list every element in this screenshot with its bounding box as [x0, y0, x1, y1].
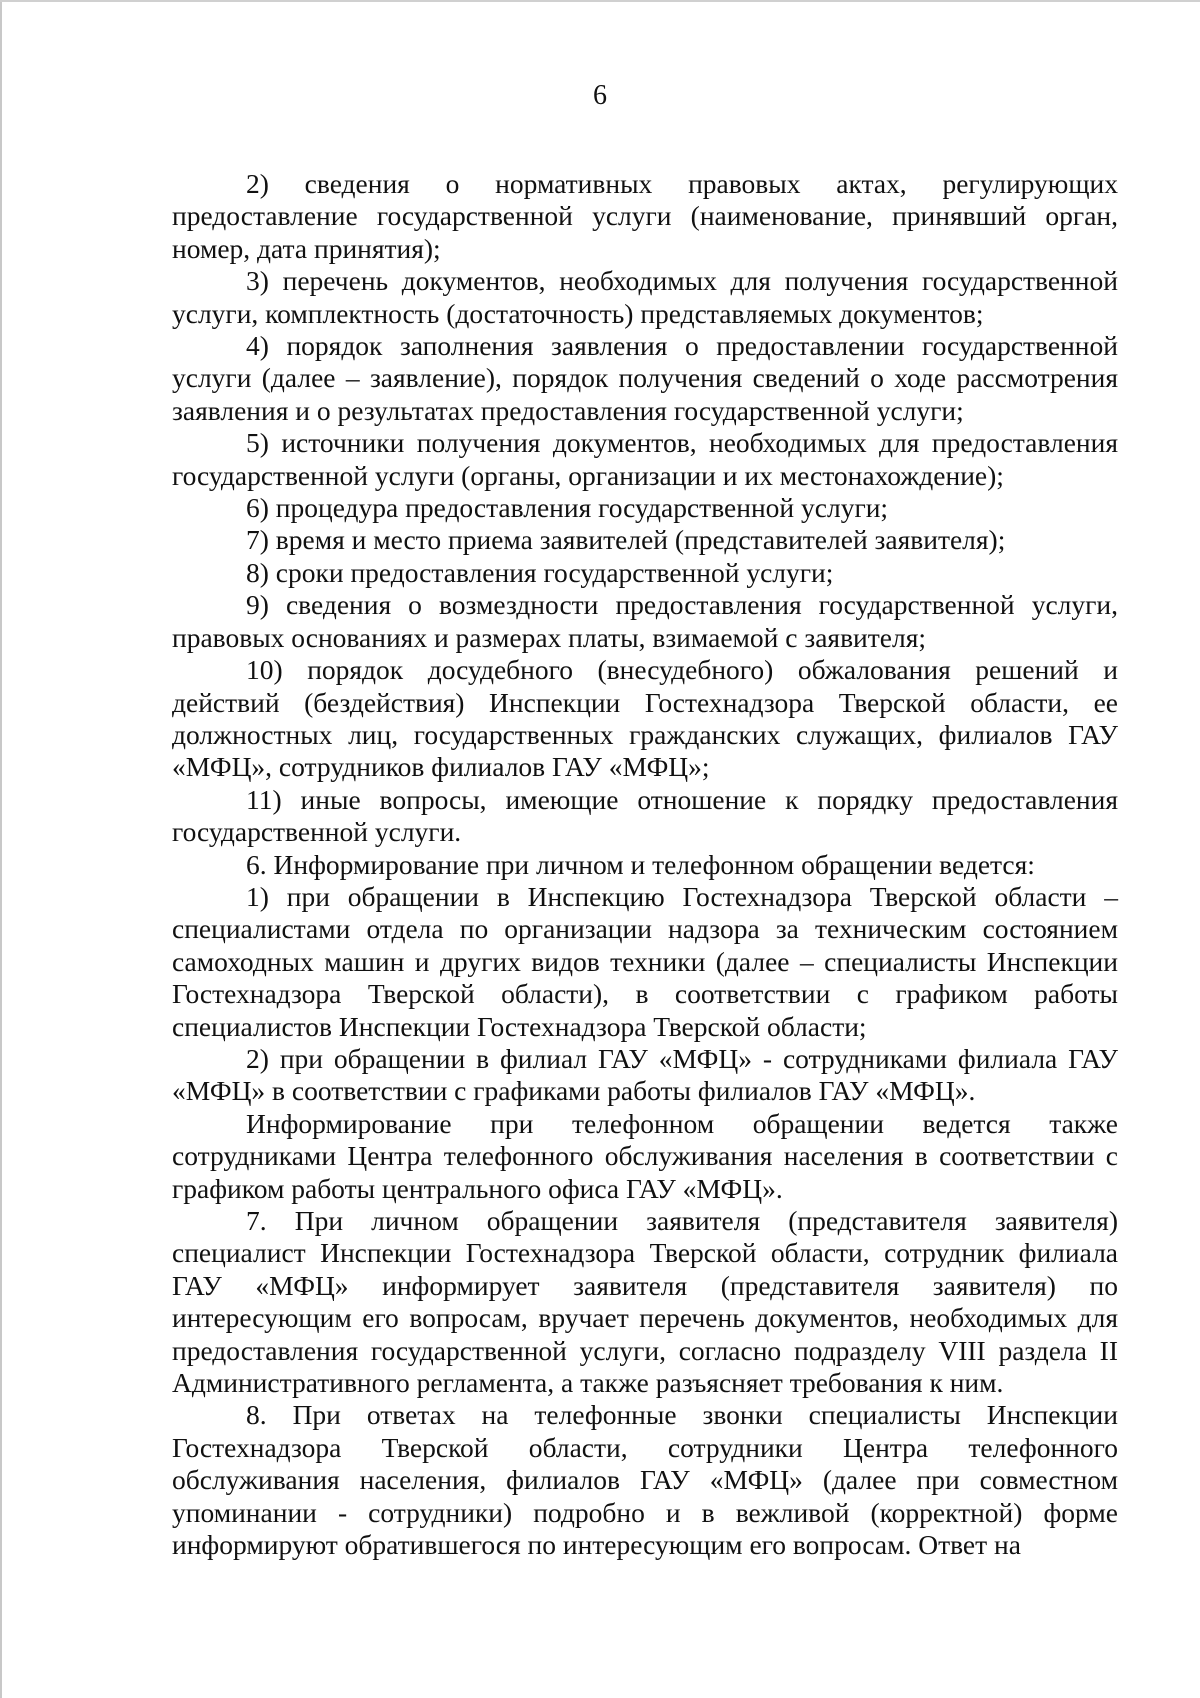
paragraph-item-2: 2) сведения о нормативных правовых актах, регулирующих предоставление государственной услуги (наименование, принявший орган, номер, дата принятия); [172, 168, 1118, 264]
paragraph-section-6: 6. Информирование при личном и телефонном обращении ведется: [246, 848, 1035, 880]
paragraph-section-6-item-1: 1) при обращении в Инспекцию Гостехнадзора Тверской области – специалистами отдела по организации надзора за техническим состоянием самоходных машин и других видов техники (далее – специалисты Инспекции Гостехнадзора Тверской области), в соответствии с графиком работы специалистов Инспекции Гостехнадзора Тверской области; [172, 880, 1118, 1042]
document-body [172, 168, 1118, 1561]
paragraph-item-4: 4) порядок заполнения заявления о предоставлении государственной услуги (далее – заявление), порядок получения сведений о ходе рассмотрения заявления и о результатах предоставления государственной услуги; [172, 330, 1118, 426]
page-number: 6 [593, 80, 607, 111]
paragraph-item-11: 11) иные вопросы, имеющие отношение к порядку предоставления государственной услуги. [172, 783, 1118, 848]
paragraph-item-5: 5) источники получения документов, необходимых для предоставления государственной услуги (органы, организации и их местонахождение); [172, 427, 1118, 491]
scan-edge-top [0, 0, 1200, 2]
paragraph-section-6-item-2: 2) при обращении в филиал ГАУ «МФЦ» - сотрудниками филиала ГАУ «МФЦ» в соответствии с графиками работы филиалов ГАУ «МФЦ». [172, 1042, 1118, 1107]
scan-edge-left [0, 0, 2, 1698]
paragraph-item-7: 7) время и место приема заявителей (представителей заявителя); [246, 524, 1006, 556]
paragraph-item-8: 8) сроки предоставления государственной услуги; [246, 556, 834, 588]
paragraph-item-6: 6) процедура предоставления государственной услуги; [246, 492, 889, 524]
paragraph-section-8: 8. При ответах на телефонные звонки специалисты Инспекции Гостехнадзора Тверской области, сотрудники Центра телефонного обслуживания населения, филиалов ГАУ «МФЦ» (далее при совместном упоминании - сотрудники) подробно и в вежливой (корректной) форме информируют обратившегося по интересующим его вопросам. Ответ на [172, 1399, 1118, 1561]
paragraph-item-9: 9) сведения о возмездности предоставления государственной услуги, правовых основаниях и размерах платы, взимаемой с заявителя; [172, 589, 1118, 653]
paragraph-phone-info: Информирование при телефонном обращении ведется также сотрудниками Центра телефонного обслуживания населения в соответствии с графиком работы центрального офиса ГАУ «МФЦ». [172, 1107, 1118, 1204]
paragraph-item-3: 3) перечень документов, необходимых для получения государственной услуги, комплектность (достаточность) представляемых документов; [172, 265, 1118, 329]
paragraph-item-10: 10) порядок досудебного (внесудебного) обжалования решений и действий (бездействия) Инспекции Гостехнадзора Тверской области, ее должностных лиц, государственных гражданских служащих, филиалов ГАУ «МФЦ», сотрудников филиалов ГАУ «МФЦ»; [172, 654, 1118, 783]
paragraph-section-7: 7. При личном обращении заявителя (представителя заявителя) специалист Инспекции Гостехнадзора Тверской области, сотрудник филиала ГАУ «МФЦ» информирует заявителя (представителя заявителя) по интересующим его вопросам, вручает перечень документов, необходимых для предоставления государственной услуги, согласно подразделу VIII раздела II Административного регламента, а также разъясняет требования к ним. [172, 1205, 1118, 1399]
